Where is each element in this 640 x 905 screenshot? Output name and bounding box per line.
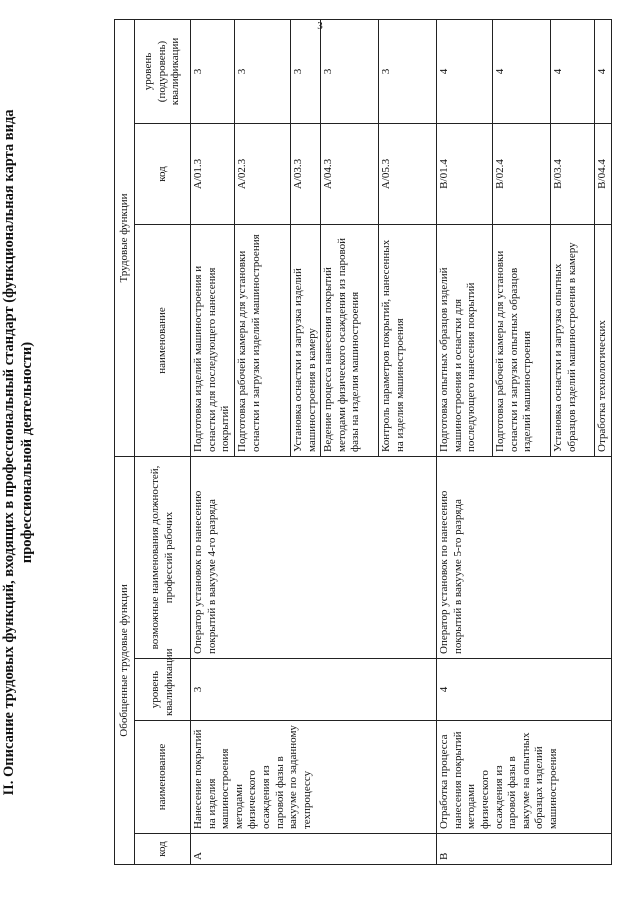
function-code: A/03.3	[291, 123, 321, 224]
function-level: 3	[379, 19, 437, 123]
function-name: Контроль параметров покрытий, нанесенных на изделия машиностроения	[379, 224, 437, 456]
group-possible-titles: Оператор установок по нанесению покрытий в вакууме 4-го разряда	[191, 456, 437, 658]
function-code: A/02.3	[235, 123, 291, 224]
rotated-page-content	[0, 20, 640, 885]
function-name: Подготовка изделий машиностроения и оснастки для последующего нанесения покрытий	[191, 224, 235, 456]
function-code: B/04.4	[595, 123, 612, 224]
function-code: B/03.4	[551, 123, 595, 224]
function-name: Установка оснастки и загрузка изделий машиностроения в камеру	[291, 224, 321, 456]
group-level: 3	[191, 659, 437, 721]
function-name: Отработка технологических	[595, 224, 612, 456]
group-code: А	[191, 834, 437, 865]
function-code: B/02.4	[493, 123, 551, 224]
header-labor-functions: Трудовые функции	[115, 19, 135, 456]
function-name: Ведение процесса нанесения покрытий методами физического осаждения из паровой фазы на изделия машиностроения	[321, 224, 379, 456]
functional-map-table	[114, 19, 612, 865]
function-name: Установка оснастки и загрузка опытных образцов изделий машиностроения в камеру	[551, 224, 595, 456]
function-code: B/01.4	[437, 123, 493, 224]
group-name: Отработка процесса нанесения покрытий методами физического осаждения из паровой фазы в вакууме на опытных образцах изделий машиностроения	[437, 721, 612, 834]
function-name: Подготовка рабочей камеры для установки оснастки и загрузки изделий машиностроения	[235, 224, 291, 456]
header-code: код	[135, 834, 191, 865]
header-tf-name: наименование	[135, 224, 191, 456]
function-level: 3	[291, 19, 321, 123]
table-row	[191, 19, 235, 864]
function-level: 4	[551, 19, 595, 123]
function-level: 4	[595, 19, 612, 123]
function-code: A/01.3	[191, 123, 235, 224]
header-tf-code: код	[135, 123, 191, 224]
header-generalized-functions: Обобщенные трудовые функции	[115, 456, 135, 864]
function-level: 4	[493, 19, 551, 123]
function-level: 3	[191, 19, 235, 123]
header-qual-level: уровень квалификации	[135, 659, 191, 721]
group-possible-titles: Оператор установок по нанесению покрытий в вакууме 5-го разряда	[437, 456, 612, 658]
function-level: 3	[321, 19, 379, 123]
page-number: 3	[317, 20, 323, 32]
function-name: Подготовка опытных образцов изделий машиностроения и оснастки для последующего нанесения покрытий	[437, 224, 493, 456]
group-code: B	[437, 834, 612, 865]
heading-line-1: II. Описание трудовых функций, входящих в профессиональный стандарт (функциональная карта вида	[1, 109, 17, 796]
header-name: наименование	[135, 721, 191, 834]
header-possible-titles: возможные наименования должностей, профессий рабочих	[135, 456, 191, 658]
function-level: 3	[235, 19, 291, 123]
table-row	[437, 19, 493, 864]
function-code: A/05.3	[379, 123, 437, 224]
function-code: A/04.3	[321, 123, 379, 224]
heading-line-2: профессиональной деятельности)	[19, 341, 35, 564]
header-row-1	[115, 19, 135, 864]
function-name: Подготовка рабочей камеры для установки оснастки и загрузки опытных образцов изделий машиностроения	[493, 224, 551, 456]
group-name: Нанесение покрытий на изделия машиностроения методами физического осаждения из паровой фазы в вакууме по заданному техпроцессу	[191, 721, 437, 834]
group-level: 4	[437, 659, 612, 721]
section-heading	[0, 20, 36, 885]
header-tf-level: уровень (подуровень) квалификации	[135, 19, 191, 123]
function-level: 4	[437, 19, 493, 123]
header-row-2	[135, 19, 191, 864]
